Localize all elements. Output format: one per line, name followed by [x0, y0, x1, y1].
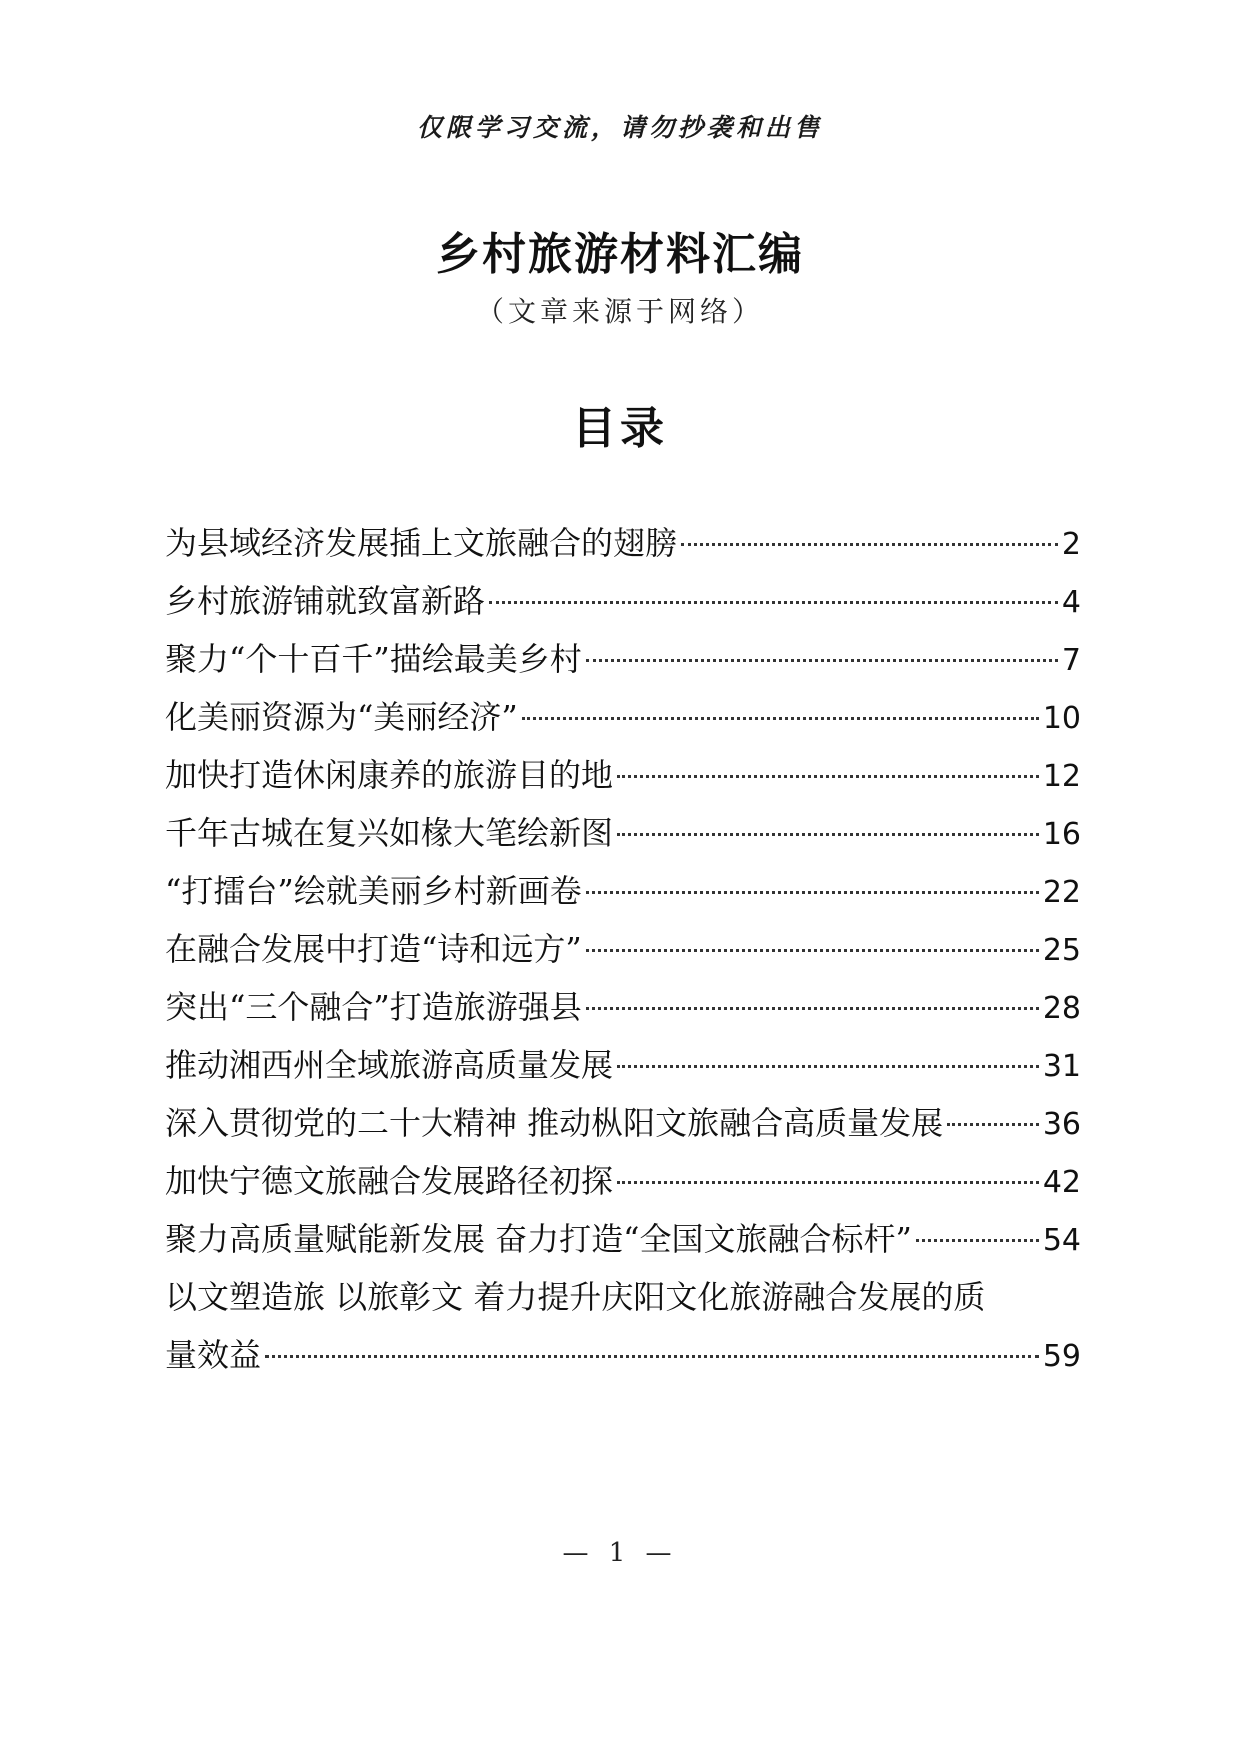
toc-entry-page: 31 — [1042, 1049, 1081, 1084]
toc-entry-title: “打擂台”绘就美丽乡村新画卷 — [165, 872, 582, 910]
toc-leader-dots — [681, 543, 1058, 546]
toc-entry-title: 化美丽资源为“美丽经济” — [165, 698, 518, 736]
toc-leader-dots — [489, 601, 1058, 604]
toc-entry-page: 2 — [1061, 527, 1081, 562]
toc-entry-page: 22 — [1042, 875, 1081, 910]
toc-entry[interactable] — [165, 514, 1081, 572]
toc-entry[interactable] — [165, 1036, 1081, 1094]
toc-entry-page: 54 — [1042, 1223, 1081, 1258]
toc-entry-title: 聚力高质量赋能新发展 奋力打造“全国文旅融合标杆” — [165, 1220, 912, 1258]
toc-entry-title: 千年古城在复兴如椽大笔绘新图 — [165, 814, 614, 852]
toc-leader-dots — [586, 1007, 1039, 1010]
toc-entry-page: 7 — [1061, 643, 1081, 678]
toc-entry-page: 12 — [1042, 759, 1081, 794]
header-note: 仅限学习交流，请勿抄袭和出售 — [416, 113, 823, 142]
toc-entry-page: 25 — [1042, 933, 1081, 968]
toc-entry-page: 42 — [1042, 1165, 1081, 1200]
toc-entry-title: 在融合发展中打造“诗和远方” — [165, 930, 582, 968]
toc-leader-dots — [947, 1123, 1039, 1126]
toc-leader-dots — [265, 1355, 1039, 1358]
toc-entry-title: 为县域经济发展插上文旅融合的翅膀 — [165, 524, 678, 562]
toc-entry-page: 59 — [1042, 1339, 1081, 1374]
toc-leader-dots — [617, 1181, 1039, 1184]
toc-heading: 目录 — [572, 403, 668, 454]
toc-entry-page: 4 — [1061, 585, 1081, 620]
toc-entry-multiline[interactable] — [165, 1268, 1081, 1384]
toc-leader-dots — [617, 833, 1039, 836]
toc-entry-page: 36 — [1042, 1107, 1081, 1142]
toc-leader-dots — [586, 659, 1058, 662]
toc-entry-line2 — [165, 1326, 1081, 1384]
toc-entry-title-line2: 量效益 — [165, 1336, 262, 1374]
toc-entry-page: 28 — [1042, 991, 1081, 1026]
toc-entry-title: 突出“三个融合”打造旅游强县 — [165, 988, 582, 1026]
toc-entry-title-line1: 以文塑造旅 以旅彰文 着力提升庆阳文化旅游融合发展的质 — [165, 1278, 986, 1316]
toc-entry[interactable] — [165, 978, 1081, 1036]
toc-entry[interactable] — [165, 920, 1081, 978]
toc-entry-title: 聚力“个十百千”描绘最美乡村 — [165, 640, 582, 678]
toc-entry-page: 16 — [1042, 817, 1081, 852]
toc-entry[interactable] — [165, 804, 1081, 862]
toc-leader-dots — [617, 1065, 1039, 1068]
toc-leader-dots — [522, 717, 1039, 720]
toc-entry[interactable] — [165, 862, 1081, 920]
toc-entry-title: 深入贯彻党的二十大精神 推动枞阳文旅融合高质量发展 — [165, 1104, 944, 1142]
toc-entry[interactable] — [165, 630, 1081, 688]
toc-entry[interactable] — [165, 1210, 1081, 1268]
table-of-contents — [165, 514, 1081, 1384]
toc-leader-dots — [586, 949, 1039, 952]
toc-entry[interactable] — [165, 746, 1081, 804]
toc-leader-dots — [586, 891, 1039, 894]
toc-entry-title: 加快打造休闲康养的旅游目的地 — [165, 756, 614, 794]
toc-leader-dots — [916, 1239, 1039, 1242]
toc-entry[interactable] — [165, 572, 1081, 630]
toc-entry-page: 10 — [1042, 701, 1081, 736]
toc-entry-title: 推动湘西州全域旅游高质量发展 — [165, 1046, 614, 1084]
toc-entry[interactable] — [165, 1094, 1081, 1152]
toc-leader-dots — [617, 775, 1039, 778]
toc-entry[interactable] — [165, 688, 1081, 746]
document-subtitle: （文章来源于网络） — [475, 295, 764, 328]
toc-entry[interactable] — [165, 1152, 1081, 1210]
toc-entry-title: 乡村旅游铺就致富新路 — [165, 582, 486, 620]
toc-entry-title: 加快宁德文旅融合发展路径初探 — [165, 1162, 614, 1200]
document-title: 乡村旅游材料汇编 — [436, 229, 804, 280]
page-number: — 1 — — [562, 1538, 678, 1568]
